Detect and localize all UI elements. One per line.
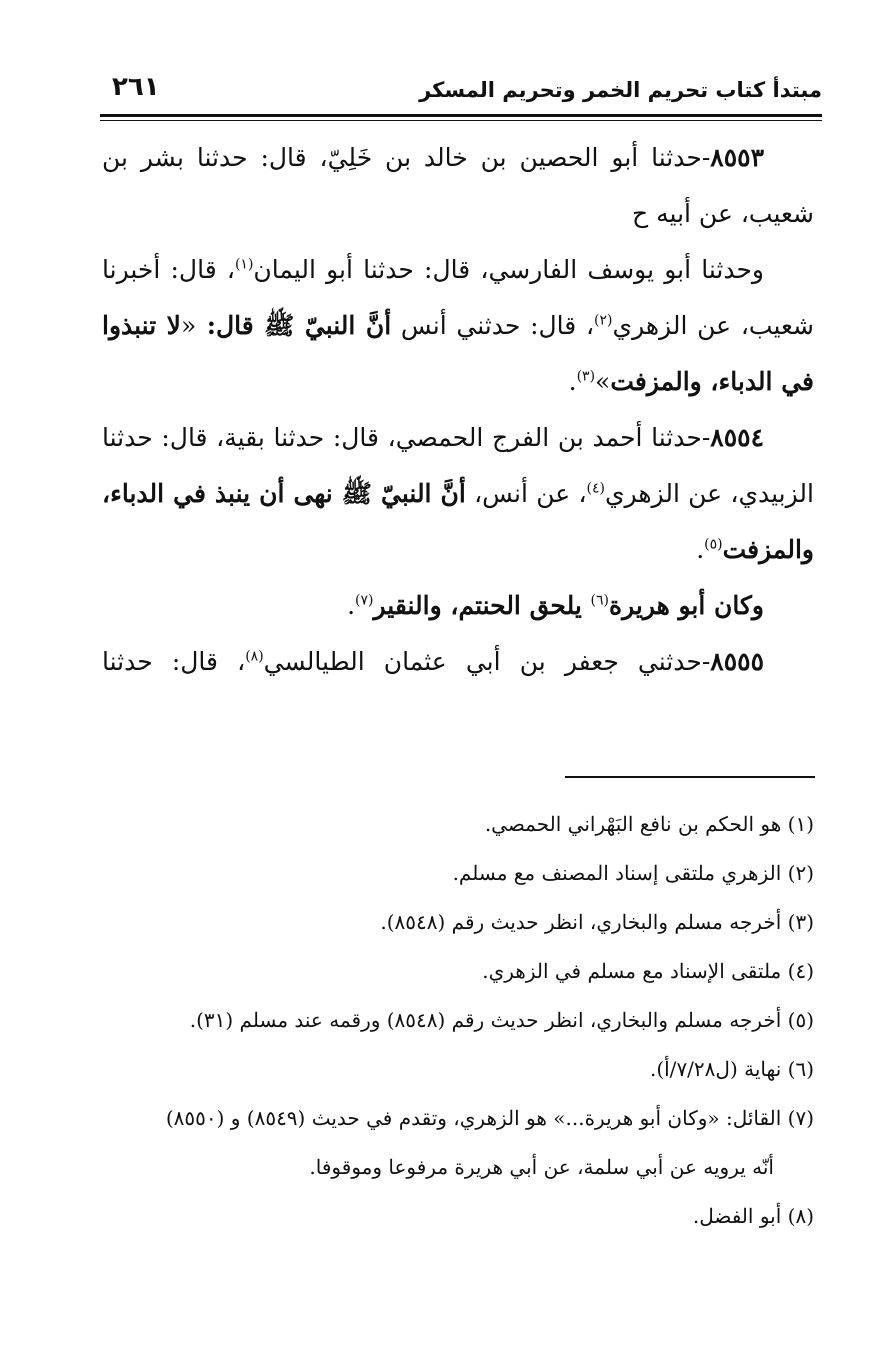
footnote-ref[interactable]: (٧) <box>355 592 374 609</box>
header-rule-thick <box>100 114 822 117</box>
footnote-7-continuation: أنّه يرويه عن أبي سلمة، عن أبي هريرة مرفوعا وموقوفا. <box>309 1155 774 1179</box>
text-run: ، قال: أخبرنا شعيب، عن الزهري <box>102 255 814 340</box>
hadith-number: ٨٥٥٥ <box>710 647 764 676</box>
footnote-6: (٦) نهاية (ل٧/٢٨/أ). <box>649 1057 814 1081</box>
footnote-1: (١) هو الحكم بن نافع البَهْراني الحمصي. <box>484 812 814 836</box>
footnotes <box>102 800 814 1241</box>
text-run: . <box>568 367 577 396</box>
hadith-8555 <box>102 634 814 690</box>
footnote-ref[interactable]: (٦) <box>590 592 609 609</box>
text-run: ، قال: حدثنا <box>102 647 246 676</box>
footnote-5: (٥) أخرجه مسلم والبخاري، انظر حديث رقم (٨٥٤٨) ورقمه عند مسلم (٣١). <box>189 1008 814 1032</box>
bold-text: لا تنبذوا في الدباء، والمزفت <box>102 311 814 396</box>
footnote-2: (٢) الزهري ملتقى إسناد المصنف مع مسلم. <box>452 861 814 885</box>
page-number: ٢٦١ <box>112 72 160 102</box>
hadith-number: ٨٥٥٣ <box>710 143 764 172</box>
bold-text: وكان أبو هريرة <box>608 591 764 620</box>
footnote-ref[interactable]: (٨) <box>245 648 264 665</box>
bold-text: يلحق الحنتم، والنقير <box>373 591 591 620</box>
text-run: وحدثنا أبو يوسف الفارسي، قال: حدثنا أبو اليمان <box>253 255 765 284</box>
footnote-ref[interactable]: (٣) <box>576 368 596 385</box>
abu-hurayra-note <box>102 578 814 634</box>
text-run: . <box>696 535 705 564</box>
hadith-text: -حدثنا أبو الحصين بن خالد بن خَلِيّ، قال: حدثنا بشر بن شعيب، عن أبيه ح <box>102 143 814 228</box>
text-run: -حدثنا أحمد بن الفرج الحمصي، قال: حدثنا بقية، قال: حدثنا الزبيدي، عن الزهري <box>102 423 814 508</box>
running-header <box>100 72 822 112</box>
bold-text: أنَّ النبيّ ﷺ نهى أن ينبذ في الدباء، والمزفت <box>102 479 814 564</box>
main-text <box>102 130 814 690</box>
footnote-ref[interactable]: (٢) <box>594 312 613 329</box>
header-title: مبتدأ كتاب تحريم الخمر وتحريم المسكر <box>419 78 822 102</box>
hadith-8553-second-chain <box>102 242 814 410</box>
footnote-ref[interactable]: (١) <box>234 256 254 273</box>
quote-mark: » <box>595 367 611 396</box>
footnote-4: (٤) ملتقى الإسناد مع مسلم في الزهري. <box>482 959 814 983</box>
hadith-8554 <box>102 410 814 578</box>
bold-text: أنَّ النبيّ ﷺ قال: <box>196 311 392 340</box>
header-rule-thin <box>100 120 822 121</box>
quote-mark: « <box>180 311 197 340</box>
footnote-3: (٣) أخرجه مسلم والبخاري، انظر حديث رقم (٨٥٤٨). <box>380 910 814 934</box>
text-run: . <box>347 591 356 620</box>
footnote-8: (٨) أبو الفضل. <box>692 1204 814 1228</box>
footnote-ref[interactable]: (٥) <box>704 536 723 553</box>
footnote-7: (٧) القائل: «وكان أبو هريرة...» هو الزهري، وتقدم في حديث (٨٥٤٩) و (٨٥٥٠) <box>165 1106 814 1130</box>
text-run: ، عن أنس، <box>465 479 587 508</box>
footnote-separator <box>565 776 815 778</box>
text-run: -حدثني جعفر بن أبي عثمان الطيالسي <box>263 647 711 676</box>
footnote-ref[interactable]: (٤) <box>586 480 605 497</box>
hadith-number: ٨٥٥٤ <box>710 423 764 452</box>
text-run: ، قال: حدثني أنس <box>391 311 595 340</box>
hadith-8553 <box>102 130 814 242</box>
